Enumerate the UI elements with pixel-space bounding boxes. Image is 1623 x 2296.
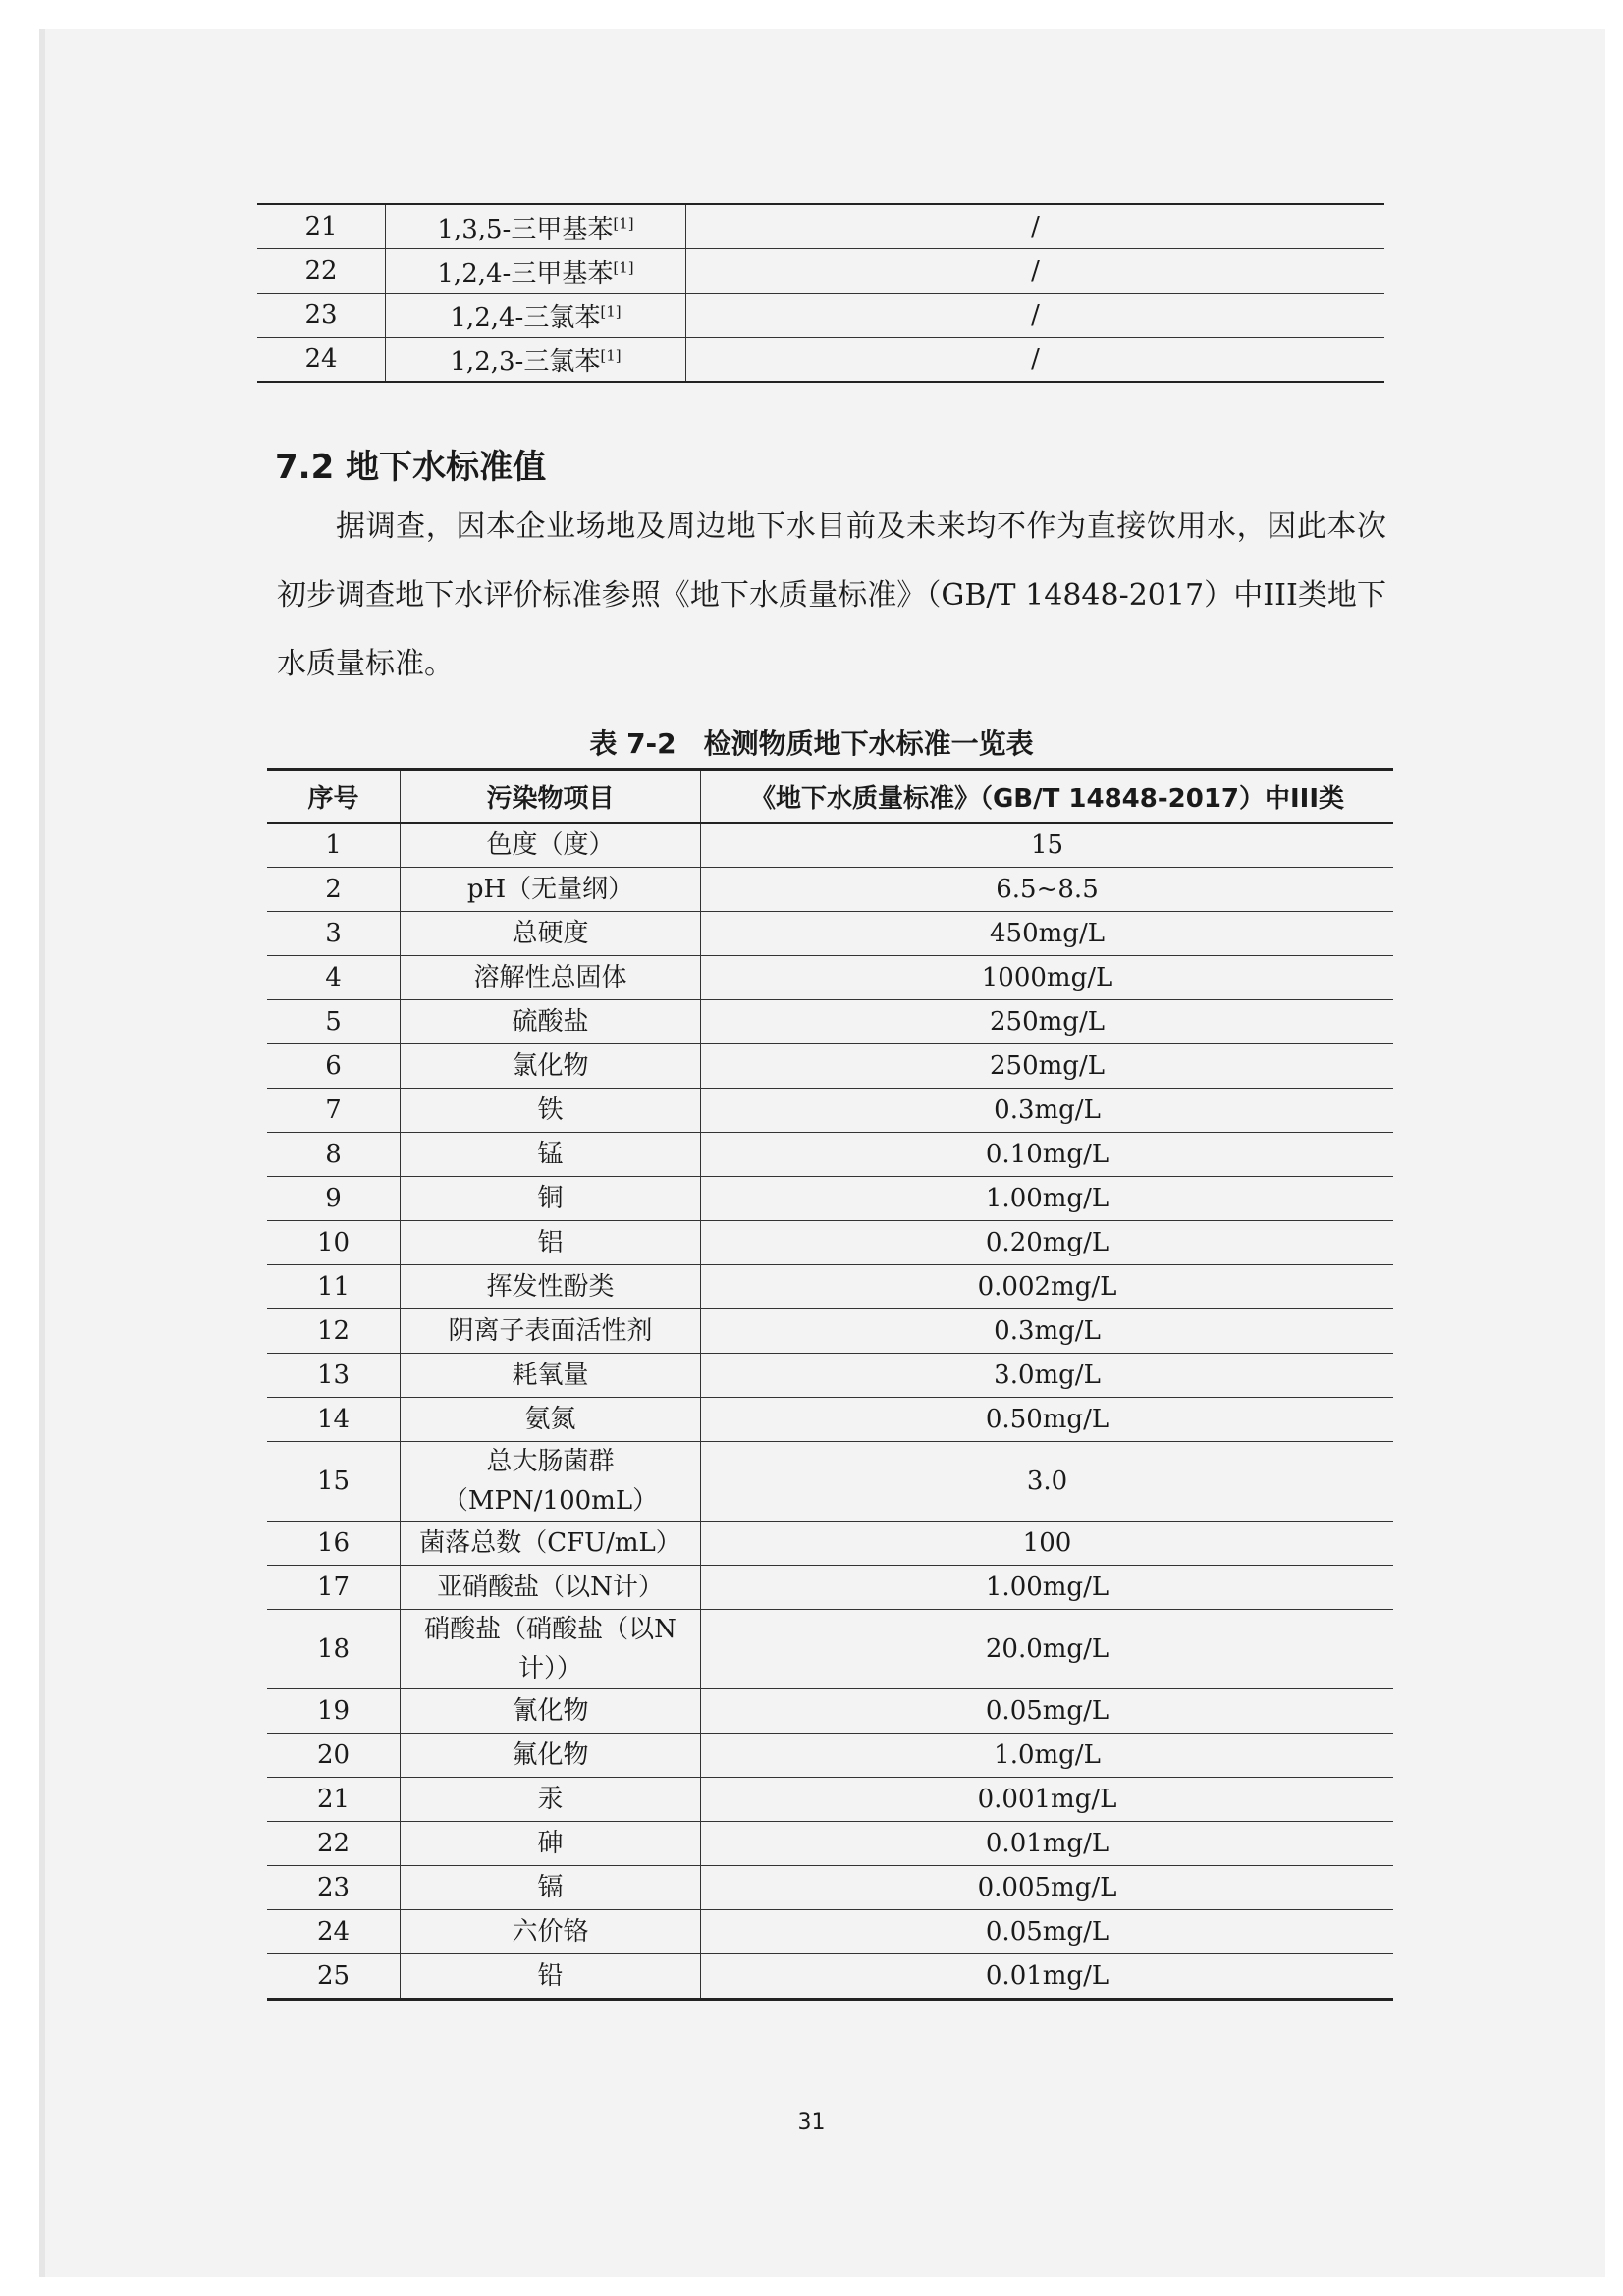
table-row <box>267 1354 1393 1398</box>
row-no: 11 <box>267 1265 401 1309</box>
row-no: 22 <box>267 1822 401 1866</box>
row-item <box>401 1566 701 1610</box>
row-no: 2 <box>267 868 401 912</box>
header-item: 污染物项目 <box>401 770 701 824</box>
row-no: 8 <box>267 1133 401 1177</box>
row-value: 0.05mg/L <box>701 1689 1394 1734</box>
table-row <box>267 1221 1393 1265</box>
row-item-text: 铁 <box>537 1095 564 1125</box>
row-value: / <box>686 338 1385 383</box>
row-name <box>386 294 686 338</box>
row-value: 15 <box>701 823 1394 868</box>
row-note: [1] <box>600 301 622 320</box>
row-name <box>386 249 686 294</box>
table-row <box>267 1044 1393 1089</box>
row-no: 20 <box>267 1734 401 1778</box>
row-note: [1] <box>600 346 622 364</box>
row-item-text: 挥发性酚类 <box>486 1272 615 1302</box>
row-value: 1000mg/L <box>701 956 1394 1000</box>
row-item <box>401 1822 701 1866</box>
row-no: 21 <box>257 204 386 249</box>
table-row <box>267 823 1393 868</box>
row-no: 23 <box>267 1866 401 1910</box>
table-row <box>267 1866 1393 1910</box>
row-item <box>401 1910 701 1954</box>
row-item-text: pH（无量纲） <box>466 875 634 904</box>
header-no: 序号 <box>267 770 401 824</box>
row-no: 3 <box>267 912 401 956</box>
row-item <box>401 1610 701 1689</box>
row-value: 250mg/L <box>701 1000 1394 1044</box>
row-item <box>401 1442 701 1522</box>
row-value: 1.00mg/L <box>701 1177 1394 1221</box>
row-no: 10 <box>267 1221 401 1265</box>
scan-edge <box>39 29 45 2277</box>
table-row <box>267 1566 1393 1610</box>
row-value: 0.20mg/L <box>701 1221 1394 1265</box>
row-no: 6 <box>267 1044 401 1089</box>
row-item-text: 溶解性总固体 <box>473 963 627 992</box>
row-value: 0.10mg/L <box>701 1133 1394 1177</box>
row-item <box>401 1778 701 1822</box>
row-value: 0.3mg/L <box>701 1309 1394 1354</box>
row-name-text: 1,3,5-三甲基苯 <box>437 214 614 244</box>
row-value: 1.00mg/L <box>701 1566 1394 1610</box>
row-value: / <box>686 249 1385 294</box>
row-item <box>401 1954 701 2000</box>
row-no: 22 <box>257 249 386 294</box>
table-row <box>267 1000 1393 1044</box>
row-no: 21 <box>267 1778 401 1822</box>
row-item-text: 硝酸盐（硝酸盐（以N计）） <box>424 1615 676 1683</box>
groundwater-standard-table <box>267 768 1393 2001</box>
table-row <box>267 1610 1393 1689</box>
row-item <box>401 1734 701 1778</box>
table-row <box>267 956 1393 1000</box>
row-value: / <box>686 204 1385 249</box>
table-row <box>257 249 1384 294</box>
row-name <box>386 338 686 383</box>
section-paragraph: 据调查，因本企业场地及周边地下水目前及未来均不作为直接饮用水，因此本次初步调查地下水评价标准参照《地下水质量标准》（GB/T 14848-2017）中III类地下水质量标准。 <box>277 509 1386 681</box>
row-no: 1 <box>267 823 401 868</box>
row-value: 0.005mg/L <box>701 1866 1394 1910</box>
row-item-text: 氯化物 <box>512 1051 589 1081</box>
row-value: 450mg/L <box>701 912 1394 956</box>
row-value: 20.0mg/L <box>701 1610 1394 1689</box>
row-item-text: 铅 <box>537 1961 564 1991</box>
row-item <box>401 1000 701 1044</box>
table-row <box>267 1133 1393 1177</box>
row-no: 7 <box>267 1089 401 1133</box>
table-row <box>267 1954 1393 2000</box>
row-item <box>401 1309 701 1354</box>
continued-table <box>257 203 1384 383</box>
row-value: 0.01mg/L <box>701 1822 1394 1866</box>
row-item <box>401 912 701 956</box>
table-row <box>257 204 1384 249</box>
row-value: 0.50mg/L <box>701 1398 1394 1442</box>
row-item <box>401 1265 701 1309</box>
row-item-text: 氟化物 <box>512 1740 589 1770</box>
row-no: 13 <box>267 1354 401 1398</box>
row-value: 0.001mg/L <box>701 1778 1394 1822</box>
table-row <box>267 1398 1393 1442</box>
row-item <box>401 956 701 1000</box>
section-title: 7.2 地下水标准值 <box>275 448 547 487</box>
table-row <box>257 294 1384 338</box>
row-item-text: 砷 <box>537 1829 564 1858</box>
table-header-row <box>267 770 1393 824</box>
table-row <box>257 338 1384 383</box>
row-name-text: 1,2,3-三氯苯 <box>450 347 601 377</box>
header-standard: 《地下水质量标准》（GB/T 14848-2017）中III类 <box>701 770 1394 824</box>
table-row <box>267 1177 1393 1221</box>
row-no: 14 <box>267 1398 401 1442</box>
table-row <box>267 1822 1393 1866</box>
row-name-text: 1,2,4-三氯苯 <box>450 302 601 333</box>
row-item-text: 耗氧量 <box>512 1361 589 1390</box>
row-item <box>401 1398 701 1442</box>
row-no: 12 <box>267 1309 401 1354</box>
row-no: 23 <box>257 294 386 338</box>
row-item <box>401 1177 701 1221</box>
row-item-text: 镉 <box>537 1873 564 1902</box>
row-no: 24 <box>257 338 386 383</box>
row-item <box>401 1522 701 1566</box>
row-item-text: 色度（度） <box>486 830 615 860</box>
table-row <box>267 1442 1393 1522</box>
row-item <box>401 1133 701 1177</box>
table-row <box>267 868 1393 912</box>
table-row <box>267 1910 1393 1954</box>
row-item <box>401 1089 701 1133</box>
row-no: 18 <box>267 1610 401 1689</box>
row-value: 6.5~8.5 <box>701 868 1394 912</box>
row-item-text: 菌落总数（CFU/mL） <box>419 1528 681 1558</box>
row-item-text: 阴离子表面活性剂 <box>448 1316 653 1346</box>
row-item <box>401 1354 701 1398</box>
table-caption: 表 7-2 检测物质地下水标准一览表 <box>589 727 1034 760</box>
row-item <box>401 868 701 912</box>
row-item <box>401 1044 701 1089</box>
row-name <box>386 204 686 249</box>
row-value: 0.3mg/L <box>701 1089 1394 1133</box>
row-value: / <box>686 294 1385 338</box>
row-value: 0.05mg/L <box>701 1910 1394 1954</box>
row-item-text: 总硬度 <box>512 919 589 948</box>
table-row <box>267 1522 1393 1566</box>
row-item <box>401 1221 701 1265</box>
row-item-text: 六价铬 <box>512 1917 589 1947</box>
table-row <box>267 1689 1393 1734</box>
row-note: [1] <box>613 257 634 276</box>
table-row <box>267 912 1393 956</box>
row-value: 0.01mg/L <box>701 1954 1394 2000</box>
row-item <box>401 1866 701 1910</box>
row-item-text: 汞 <box>537 1785 564 1814</box>
row-no: 16 <box>267 1522 401 1566</box>
table-row <box>267 1309 1393 1354</box>
row-item-text: 氨氮 <box>524 1405 576 1434</box>
row-item-text: 亚硝酸盐（以N计） <box>437 1573 664 1602</box>
table-row <box>267 1734 1393 1778</box>
row-no: 5 <box>267 1000 401 1044</box>
row-item-text: 氰化物 <box>512 1696 589 1726</box>
row-no: 17 <box>267 1566 401 1610</box>
table-row <box>267 1265 1393 1309</box>
row-item-text: 铝 <box>537 1228 564 1257</box>
row-no: 24 <box>267 1910 401 1954</box>
row-no: 15 <box>267 1442 401 1522</box>
row-no: 9 <box>267 1177 401 1221</box>
row-no: 19 <box>267 1689 401 1734</box>
page-number: 31 <box>797 2110 826 2135</box>
row-item <box>401 823 701 868</box>
row-value: 0.002mg/L <box>701 1265 1394 1309</box>
row-item-text: 硫酸盐 <box>512 1007 589 1037</box>
row-value: 1.0mg/L <box>701 1734 1394 1778</box>
row-value: 3.0 <box>701 1442 1394 1522</box>
row-no: 25 <box>267 1954 401 2000</box>
row-item-text: 铜 <box>537 1184 564 1213</box>
row-value: 100 <box>701 1522 1394 1566</box>
table-row <box>267 1778 1393 1822</box>
row-item-text: 总大肠菌群（MPN/100mL） <box>442 1447 659 1516</box>
row-note: [1] <box>613 213 634 232</box>
table-row <box>267 1089 1393 1133</box>
row-no: 4 <box>267 956 401 1000</box>
row-item-text: 锰 <box>537 1140 564 1169</box>
row-name-text: 1,2,4-三甲基苯 <box>437 258 614 289</box>
row-item <box>401 1689 701 1734</box>
row-value: 3.0mg/L <box>701 1354 1394 1398</box>
row-value: 250mg/L <box>701 1044 1394 1089</box>
